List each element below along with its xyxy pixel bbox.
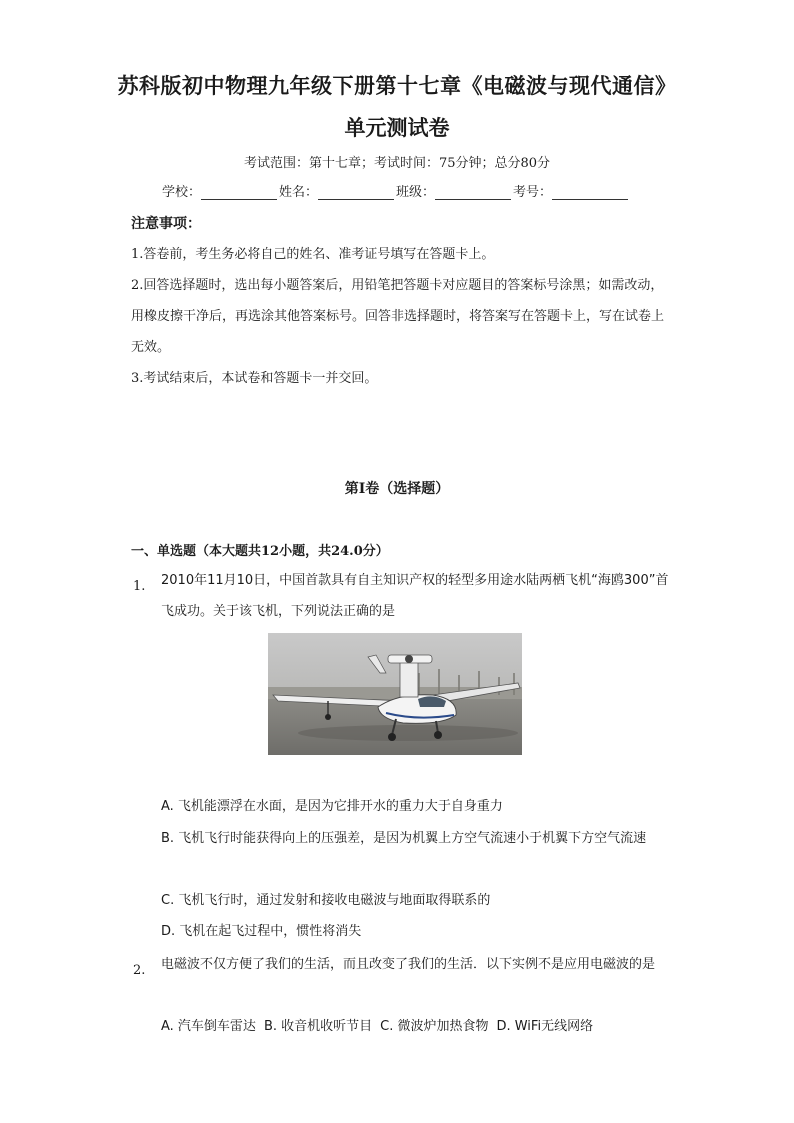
question-2-option-c[interactable]: C. 微波炉加热食物 bbox=[380, 1019, 489, 1034]
question-1-option-c[interactable]: C. 飞机飞行时，通过发射和接收电磁波与地面取得联系的 bbox=[161, 893, 491, 908]
notice-item-1: 1.答卷前，考生务必将自己的姓名、准考证号填写在答题卡上。 bbox=[131, 247, 495, 262]
question-2-option-a[interactable]: A. 汽车倒车雷达 bbox=[161, 1019, 256, 1034]
question-type-heading: 一、单选题（本大题共12小题，共24.0分） bbox=[131, 544, 389, 559]
exam-title: 苏科版初中物理九年级下册第十七章《电磁波与现代通信》 bbox=[117, 73, 677, 98]
question-1-stem: 2010年11月10日，中国首款具有自主知识产权的轻型多用途水陆两栖飞机“海鸥300”首飞成功。关于该飞机，下列说法正确的是 bbox=[161, 573, 669, 619]
question-2-options bbox=[161, 1011, 671, 1042]
question-1-option-b[interactable]: B. 飞机飞行时能获得向上的压强差，是因为机翼上方空气流速小于机翼下方空气流速 bbox=[161, 831, 647, 846]
question-2-option-d[interactable]: D. WiFi无线网络 bbox=[496, 1019, 594, 1034]
question-1-number: 1. bbox=[133, 579, 146, 594]
question-2-stem: 电磁波不仅方便了我们的生活，而且改变了我们的生活．以下实例不是应用电磁波的是 bbox=[161, 957, 656, 972]
class-label: 班级： bbox=[396, 185, 436, 200]
seaplane-photo bbox=[268, 633, 522, 755]
question-2-number: 2. bbox=[133, 963, 146, 978]
notice-heading: 注意事项： bbox=[131, 216, 201, 232]
name-blank bbox=[318, 185, 394, 200]
student-info-row bbox=[162, 181, 630, 200]
class-blank bbox=[435, 185, 511, 200]
exam-number-label: 考号： bbox=[513, 185, 553, 200]
school-label: 学校： bbox=[162, 185, 202, 200]
question-2-option-b[interactable]: B. 收音机收听节目 bbox=[263, 1019, 373, 1034]
name-label: 姓名： bbox=[279, 185, 319, 200]
notice-item-2: 2.回答选择题时，选出每小题答案后，用铅笔把答题卡对应题目的答案标号涂黑；如需改动，用橡皮擦干净后，再选涂其他答案标号。回答非选择题时，将答案写在答题卡上，写在试卷上无效。 bbox=[131, 278, 665, 355]
exam-number-blank bbox=[552, 185, 628, 200]
question-1-option-a[interactable]: A. 飞机能漂浮在水面，是因为它排开水的重力大于自身重力 bbox=[161, 799, 503, 814]
exam-subtitle: 单元测试卷 bbox=[344, 115, 450, 140]
school-blank bbox=[201, 185, 277, 200]
exam-scope: 考试范围：第十七章；考试时间：75分钟；总分80分 bbox=[243, 156, 551, 171]
section-title: 第I卷（选择题） bbox=[344, 481, 450, 497]
question-1-option-d[interactable]: D. 飞机在起飞过程中，惯性将消失 bbox=[161, 924, 362, 939]
notice-item-3: 3.考试结束后，本试卷和答题卡一并交回。 bbox=[131, 371, 378, 386]
